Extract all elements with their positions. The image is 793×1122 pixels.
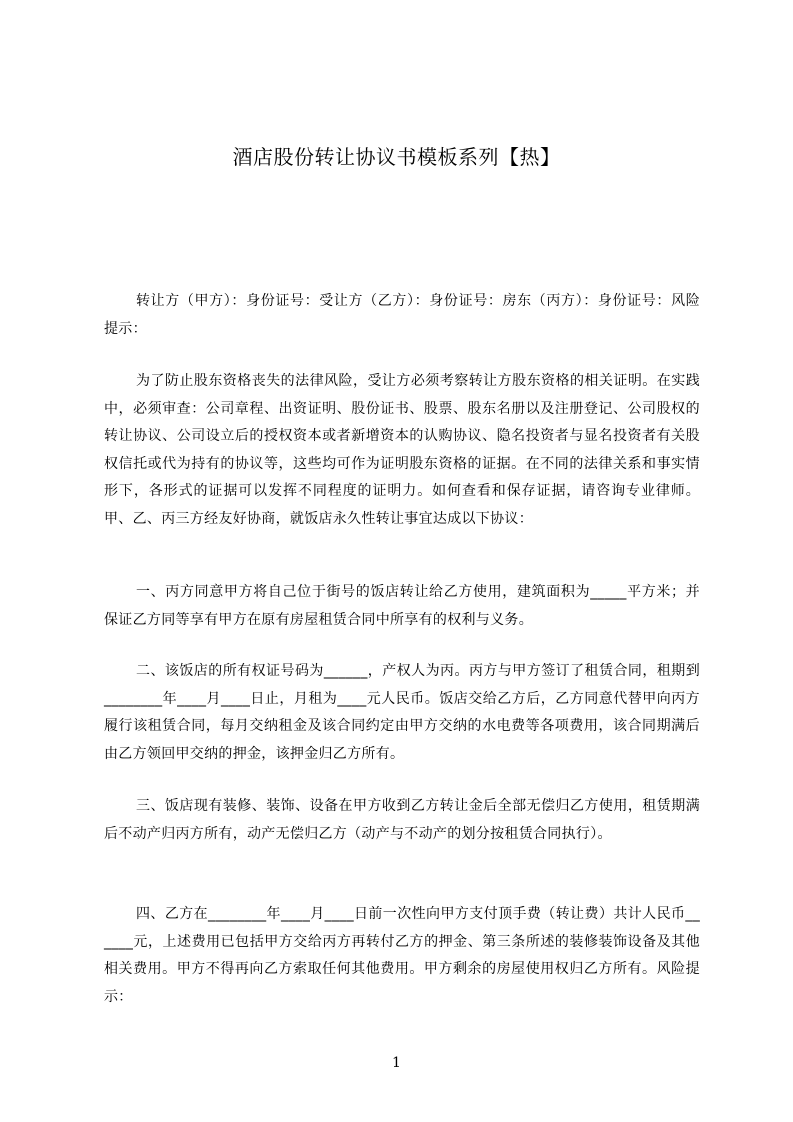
clause-three-paragraph: 三、饭店现有装修、装饰、设备在甲方收到乙方转让金后全部无偿归乙方使用，租赁期满后不动产归丙方所有，动产无偿归乙方（动产与不动产的划分按租赁合同执行）。 (104, 798, 700, 842)
clause-one-paragraph: 一、丙方同意甲方将自己位于街号的饭店转让给乙方使用，建筑面积为_____平方米；并保证乙方同等享有甲方在原有房屋租赁合同中所享有的权利与义务。 (104, 584, 700, 628)
clause-four-paragraph: 四、乙方在________年____月____日前一次性向甲方支付顶手费（转让费）共计人民币______元，上述费用已包括甲方交给丙方再转付乙方的押金、第三条所述的装修装饰设备及其他相关费用。甲方不得再向乙方索取任何其他费用。甲方剩余的房屋使用权归乙方所有。风险提示： (104, 906, 700, 1005)
risk-notice-paragraph: 为了防止股东资格丧失的法律风险，受让方必须考察转让方股东资格的相关证明。在实践中，必须审查：公司章程、出资证明、股份证书、股票、股东名册以及注册登记、公司股权的转让协议、公司设立后的授权资本或者新增资本的认购协议、隐名投资者与显名投资者有关股权信托或代为持有的协议等，这些均可作为证明股东资格的证据。在不同的法律关系和事实情形下，各形式的证据可以发挥不同程度的证明力。如何查看和保存证据，请咨询专业律师。甲、乙、丙三方经友好协商，就饭店永久性转让事宜达成以下协议： (104, 373, 700, 527)
document-title: 酒店股份转让协议书模板系列【热】 (232, 145, 561, 169)
parties-paragraph: 转让方（甲方）：身份证号：受让方（乙方）：身份证号：房东（丙方）：身份证号：风险提示： (104, 293, 700, 337)
page-number: 1 (392, 1055, 401, 1071)
clause-two-paragraph: 二、该饭店的所有权证号码为______，产权人为丙。丙方与甲方签订了租赁合同，租期到________年____月____日止，月租为____元人民币。饭店交给乙方后，乙方同意代替甲向丙方履行该租赁合同，每月交纳租金及该合同约定由甲方交纳的水电费等各项费用，该合同期满后由乙方领回甲交纳的押金，该押金归乙方所有。 (104, 663, 700, 762)
